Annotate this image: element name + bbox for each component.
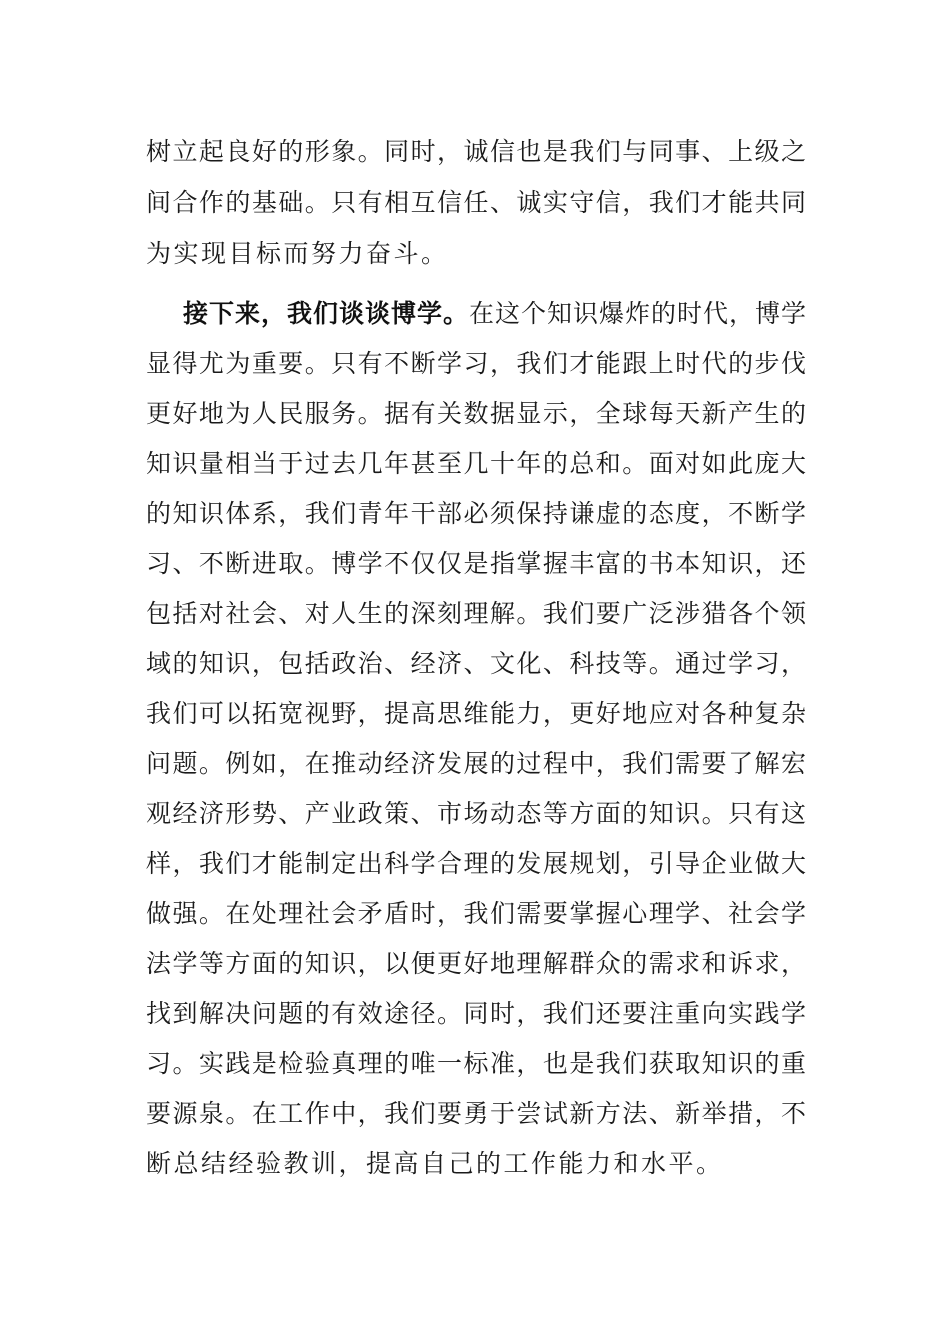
paragraph-line: 知识量相当于过去几年甚至几十年的总和。面对如此庞大	[146, 449, 806, 478]
paragraph-line: 样，我们才能制定出科学合理的发展规划，引导企业做大	[146, 849, 806, 878]
paragraph-line: 包括对社会、对人生的深刻理解。我们要广泛涉猎各个领	[146, 599, 806, 628]
paragraph-line: 做强。在处理社会矛盾时，我们需要掌握心理学、社会学	[146, 899, 806, 928]
paragraph-first-line-text: 在这个知识爆炸的时代，博学	[469, 299, 806, 328]
paragraph-lead-heading: 接下来，我们谈谈博学。	[183, 299, 469, 328]
paragraph-line: 问题。例如，在推动经济发展的过程中，我们需要了解宏	[146, 749, 806, 778]
paragraph-line: 找到解决问题的有效途径。同时，我们还要注重向实践学	[146, 999, 806, 1028]
paragraph-line: 域的知识，包括政治、经济、文化、科技等。通过学习，	[146, 649, 806, 678]
paragraph-line: 习。实践是检验真理的唯一标准，也是我们获取知识的重	[146, 1049, 806, 1078]
paragraph-first-line	[183, 297, 806, 331]
paragraph-line: 法学等方面的知识，以便更好地理解群众的需求和诉求，	[146, 949, 806, 978]
paragraph-line: 我们可以拓宽视野，提高思维能力，更好地应对各种复杂	[146, 699, 806, 728]
paragraph-line: 观经济形势、产业政策、市场动态等方面的知识。只有这	[146, 799, 806, 828]
paragraph-line: 的知识体系，我们青年干部必须保持谦虚的态度，不断学	[146, 499, 806, 528]
paragraph-line: 更好地为人民服务。据有关数据显示，全球每天新产生的	[146, 399, 806, 428]
paragraph-line: 要源泉。在工作中，我们要勇于尝试新方法、新举措，不	[146, 1099, 806, 1128]
paragraph-line: 断总结经验教训，提高自己的工作能力和水平。	[146, 1149, 724, 1178]
paragraph-line: 间合作的基础。只有相互信任、诚实守信，我们才能共同	[146, 188, 806, 217]
paragraph-line: 显得尤为重要。只有不断学习，我们才能跟上时代的步伐	[146, 349, 806, 378]
paragraph-line: 习、不断进取。博学不仅仅是指掌握丰富的书本知识，还	[146, 549, 806, 578]
paragraph-line: 树立起良好的形象。同时，诚信也是我们与同事、上级之	[146, 137, 806, 166]
paragraph-line: 为实现目标而努力奋斗。	[146, 239, 449, 268]
